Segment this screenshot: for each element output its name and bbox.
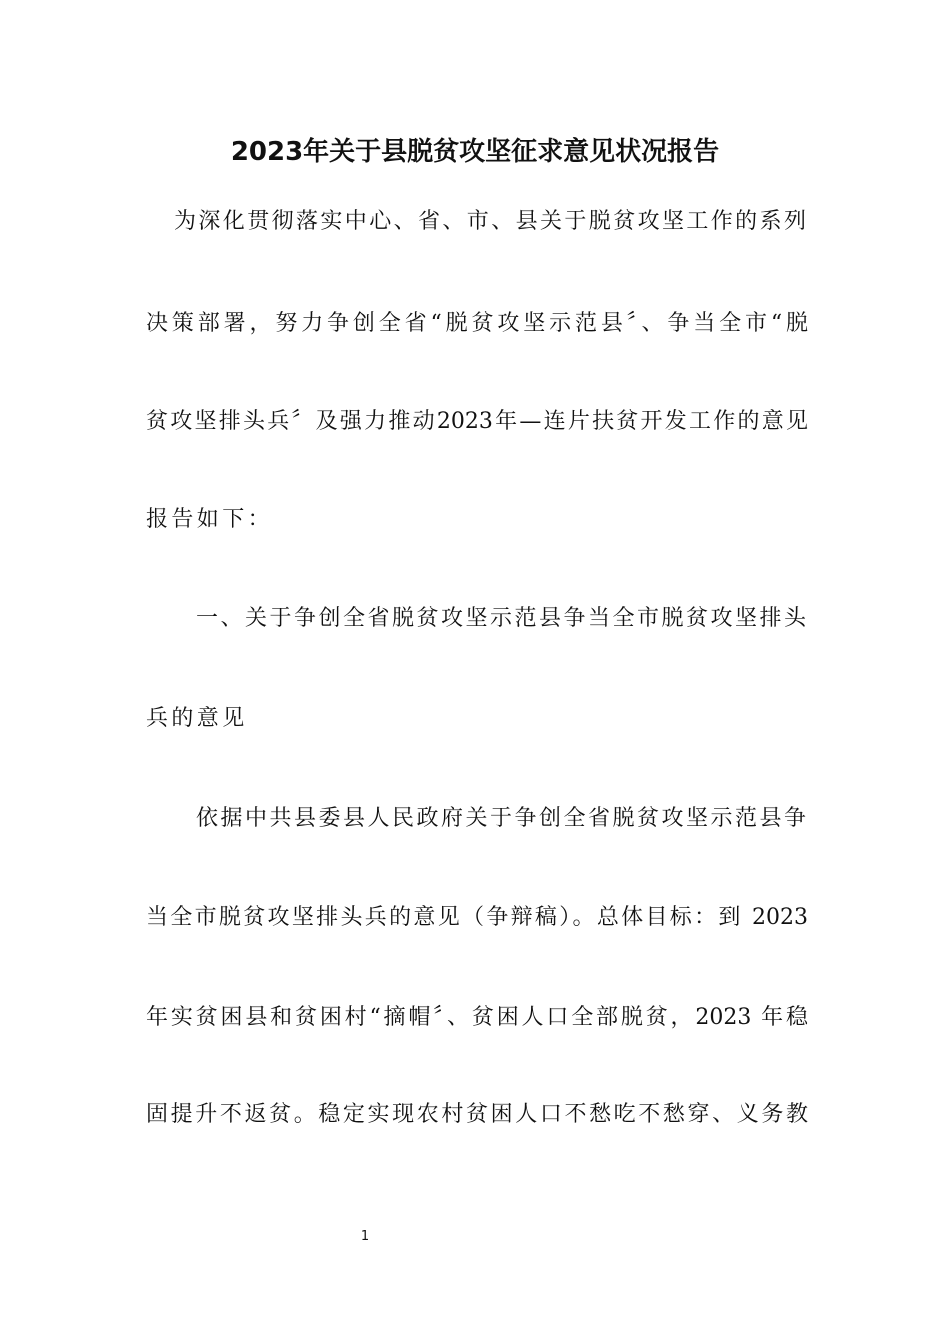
section-heading-line: 兵的意见	[146, 706, 248, 731]
paragraph-line: 报告如下：	[146, 507, 274, 532]
paragraph-line: 为深化贯彻落实中心、省、市、县关于脱贫攻坚工作的系列	[174, 209, 806, 234]
paragraph-line: 年实贫困县和贫困村“摘帽〞、贫困人口全部脱贫，2023 年稳	[146, 1005, 808, 1030]
paragraph-line: 当全市脱贫攻坚排头兵的意见（争辩稿）。总体目标：到 2023	[146, 905, 808, 930]
paragraph-line: 贫攻坚排头兵〞及强力推动2023年—连片扶贫开发工作的意见	[146, 409, 808, 434]
page-number: 1	[360, 1229, 370, 1244]
document-title: 2023年关于县脱贫攻坚征求意见状况报告	[230, 137, 720, 167]
paragraph-line: 依据中共县委县人民政府关于争创全省脱贫攻坚示范县争	[196, 806, 806, 831]
paragraph-line: 固提升不返贫。稳定实现农村贫困人口不愁吃不愁穿、义务教	[146, 1102, 808, 1127]
section-heading-line: 一、关于争创全省脱贫攻坚示范县争当全市脱贫攻坚排头	[196, 606, 806, 631]
paragraph-line: 决策部署，努力争创全省“脱贫攻坚示范县〞、争当全市“脱	[146, 311, 808, 336]
